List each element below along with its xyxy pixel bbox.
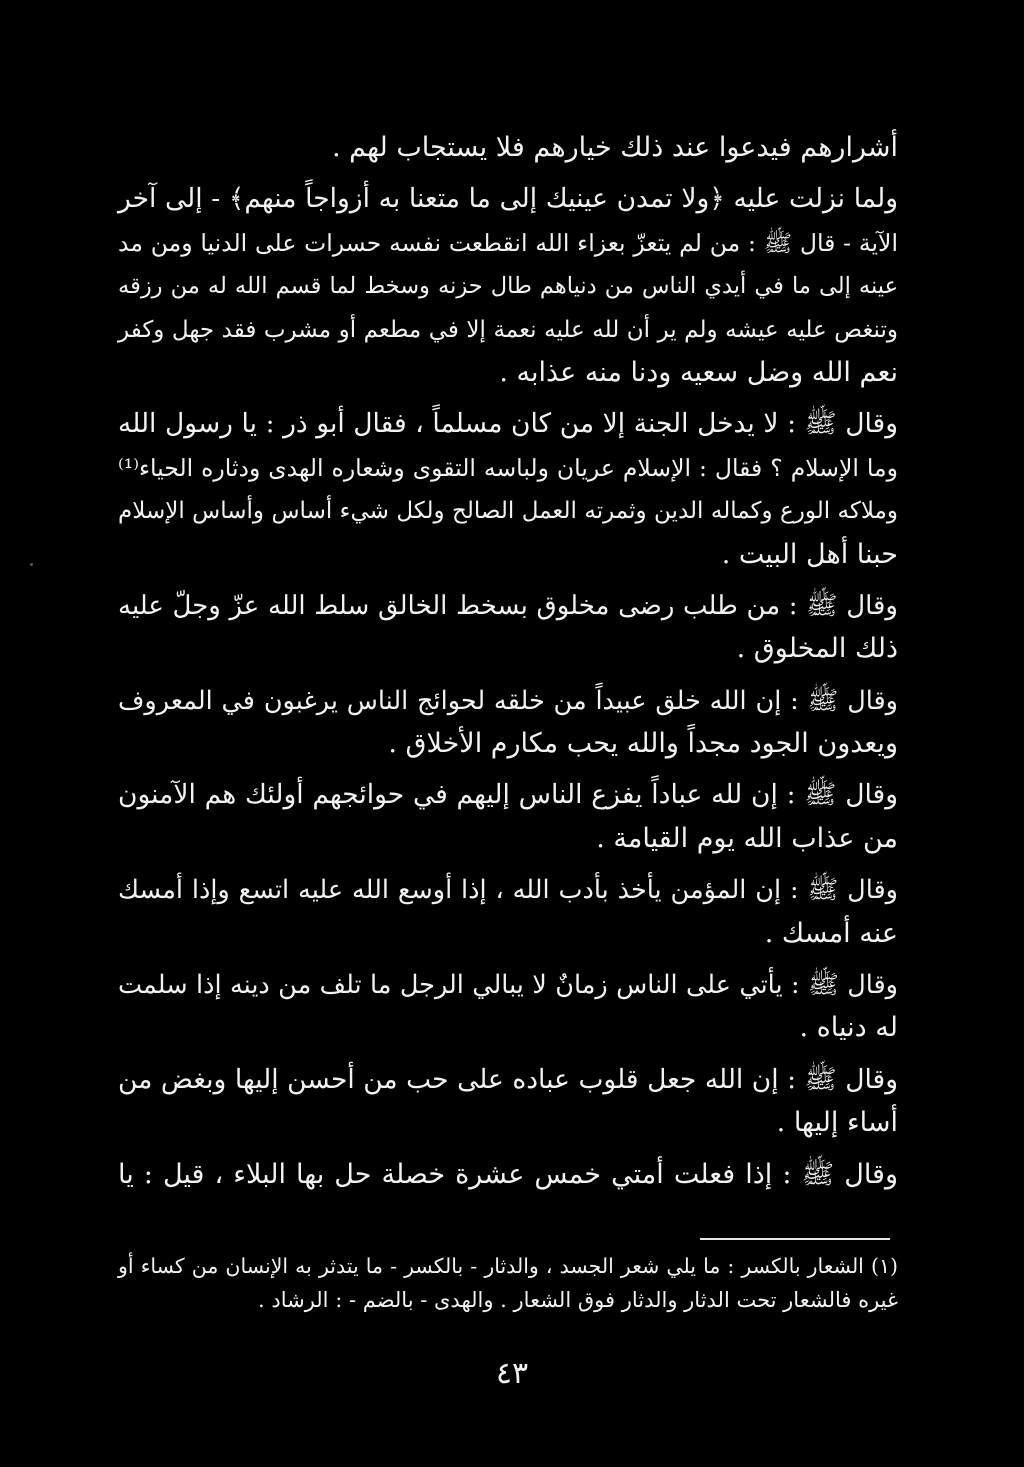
- text-line: أساء إليها .: [776, 1107, 898, 1139]
- text-line: وقال ﷺ : إن الله خلق عبيداً من خلقه لحوائج الناس يرغبون في المعروف: [118, 685, 898, 716]
- text-line: وقال ﷺ : إن لله عباداً يفزع الناس إليهم في حوائجهم أولئك هم الآمنون: [118, 779, 898, 811]
- text-line: ولما نزلت عليه ﴿ولا تمدن عينيك إلى ما متعنا به أزواجاً منهم﴾ - إلى آخر: [118, 183, 898, 215]
- paragraph-gap: [118, 673, 898, 681]
- footnotes: [118, 1250, 898, 1318]
- footnote-divider: [700, 1238, 890, 1240]
- footnote-line: (١) الشعار بالكسر : ما يلي شعر الجسد ، والدثار - بالكسر - ما يتدثر به الإنسان من كساء أو: [118, 1254, 898, 1278]
- scan-speck: [30, 563, 33, 566]
- text-line: الآية - قال ﷺ : من لم يتعزّ بعزاء الله انقطعت نفسه حسرات على الدنيا ومن مد: [118, 228, 898, 257]
- text-line: وقال ﷺ : من طلب رضى مخلوق بسخط الخالق سلط الله عزّ وجلّ عليه: [118, 590, 898, 621]
- text-line: عنه أمسك .: [764, 917, 898, 949]
- paragraph-gap: [118, 1147, 898, 1155]
- text-line: وقال ﷺ : لا يدخل الجنة إلا من كان مسلماً ، فقال أبو ذر : يا رسول الله: [118, 408, 898, 440]
- text-line: ويعدون الجود مجداً والله يحب مكارم الأخلاق .: [388, 728, 898, 760]
- paragraph-gap: [118, 767, 898, 775]
- text-line: نعم الله وضل سعيه ودنا منه عذابه .: [499, 356, 898, 388]
- text-line: من عذاب الله يوم القيامة .: [596, 822, 898, 854]
- text-line: وقال ﷺ : إن الله جعل قلوب عباده على حب من أحسن إليها وبغض من: [118, 1063, 898, 1095]
- paragraph-gap: [118, 957, 898, 965]
- main-text: [118, 128, 898, 1198]
- paragraph-gap: [118, 396, 898, 404]
- footnote-line: غيره فالشعار تحت الدثار والدثار فوق الشعار . والهدى - بالضم - : الرشاد .: [258, 1288, 898, 1312]
- text-line: ذلك المخلوق .: [736, 633, 898, 665]
- text-line: وقال ﷺ : إن المؤمن يأخذ بأدب الله ، إذا أوسع الله عليه اتسع وإذا أمسك: [118, 875, 898, 906]
- text-line: وما الإسلام ؟ فقال : الإسلام عريان ولباسه التقوى وشعاره الهدى ودثاره الحياء⁽¹⁾: [118, 453, 898, 482]
- text-line: أشرارهم فيدعوا عند ذلك خيارهم فلا يستجاب لهم .: [331, 132, 898, 163]
- page-number: ٤٣: [495, 1356, 529, 1391]
- text-line: وملاكه الورع وكماله الدين وثمرته العمل الصالح ولكل شيء أساس وأساس الإسلام: [118, 498, 898, 525]
- text-line: له دنياه .: [799, 1012, 898, 1044]
- text-line: حبنا أهل البيت .: [721, 538, 898, 570]
- paragraph-gap: [118, 1052, 898, 1060]
- text-line: وتنغص عليه عيشه ولم ير أن لله عليه نعمة إلا في مطعم أو مشرب فقد جهل وكفر: [118, 316, 898, 343]
- text-line: عينه إلى ما في أيدي الناس من دنياهم طال حزنه وسخط لما قسم الله له من رزقه: [118, 273, 898, 300]
- text-line: وقال ﷺ : يأتي على الناس زمانٌ لا يبالي الرجل ما تلف من دينه إذا سلمت: [118, 970, 898, 1001]
- paragraph-gap: [118, 578, 898, 586]
- paragraph-gap: [118, 862, 898, 870]
- paragraph-gap: [118, 171, 898, 179]
- text-line: وقال ﷺ : إذا فعلت أمتي خمس عشرة خصلة حل بها البلاء ، قيل : يا: [118, 1158, 898, 1190]
